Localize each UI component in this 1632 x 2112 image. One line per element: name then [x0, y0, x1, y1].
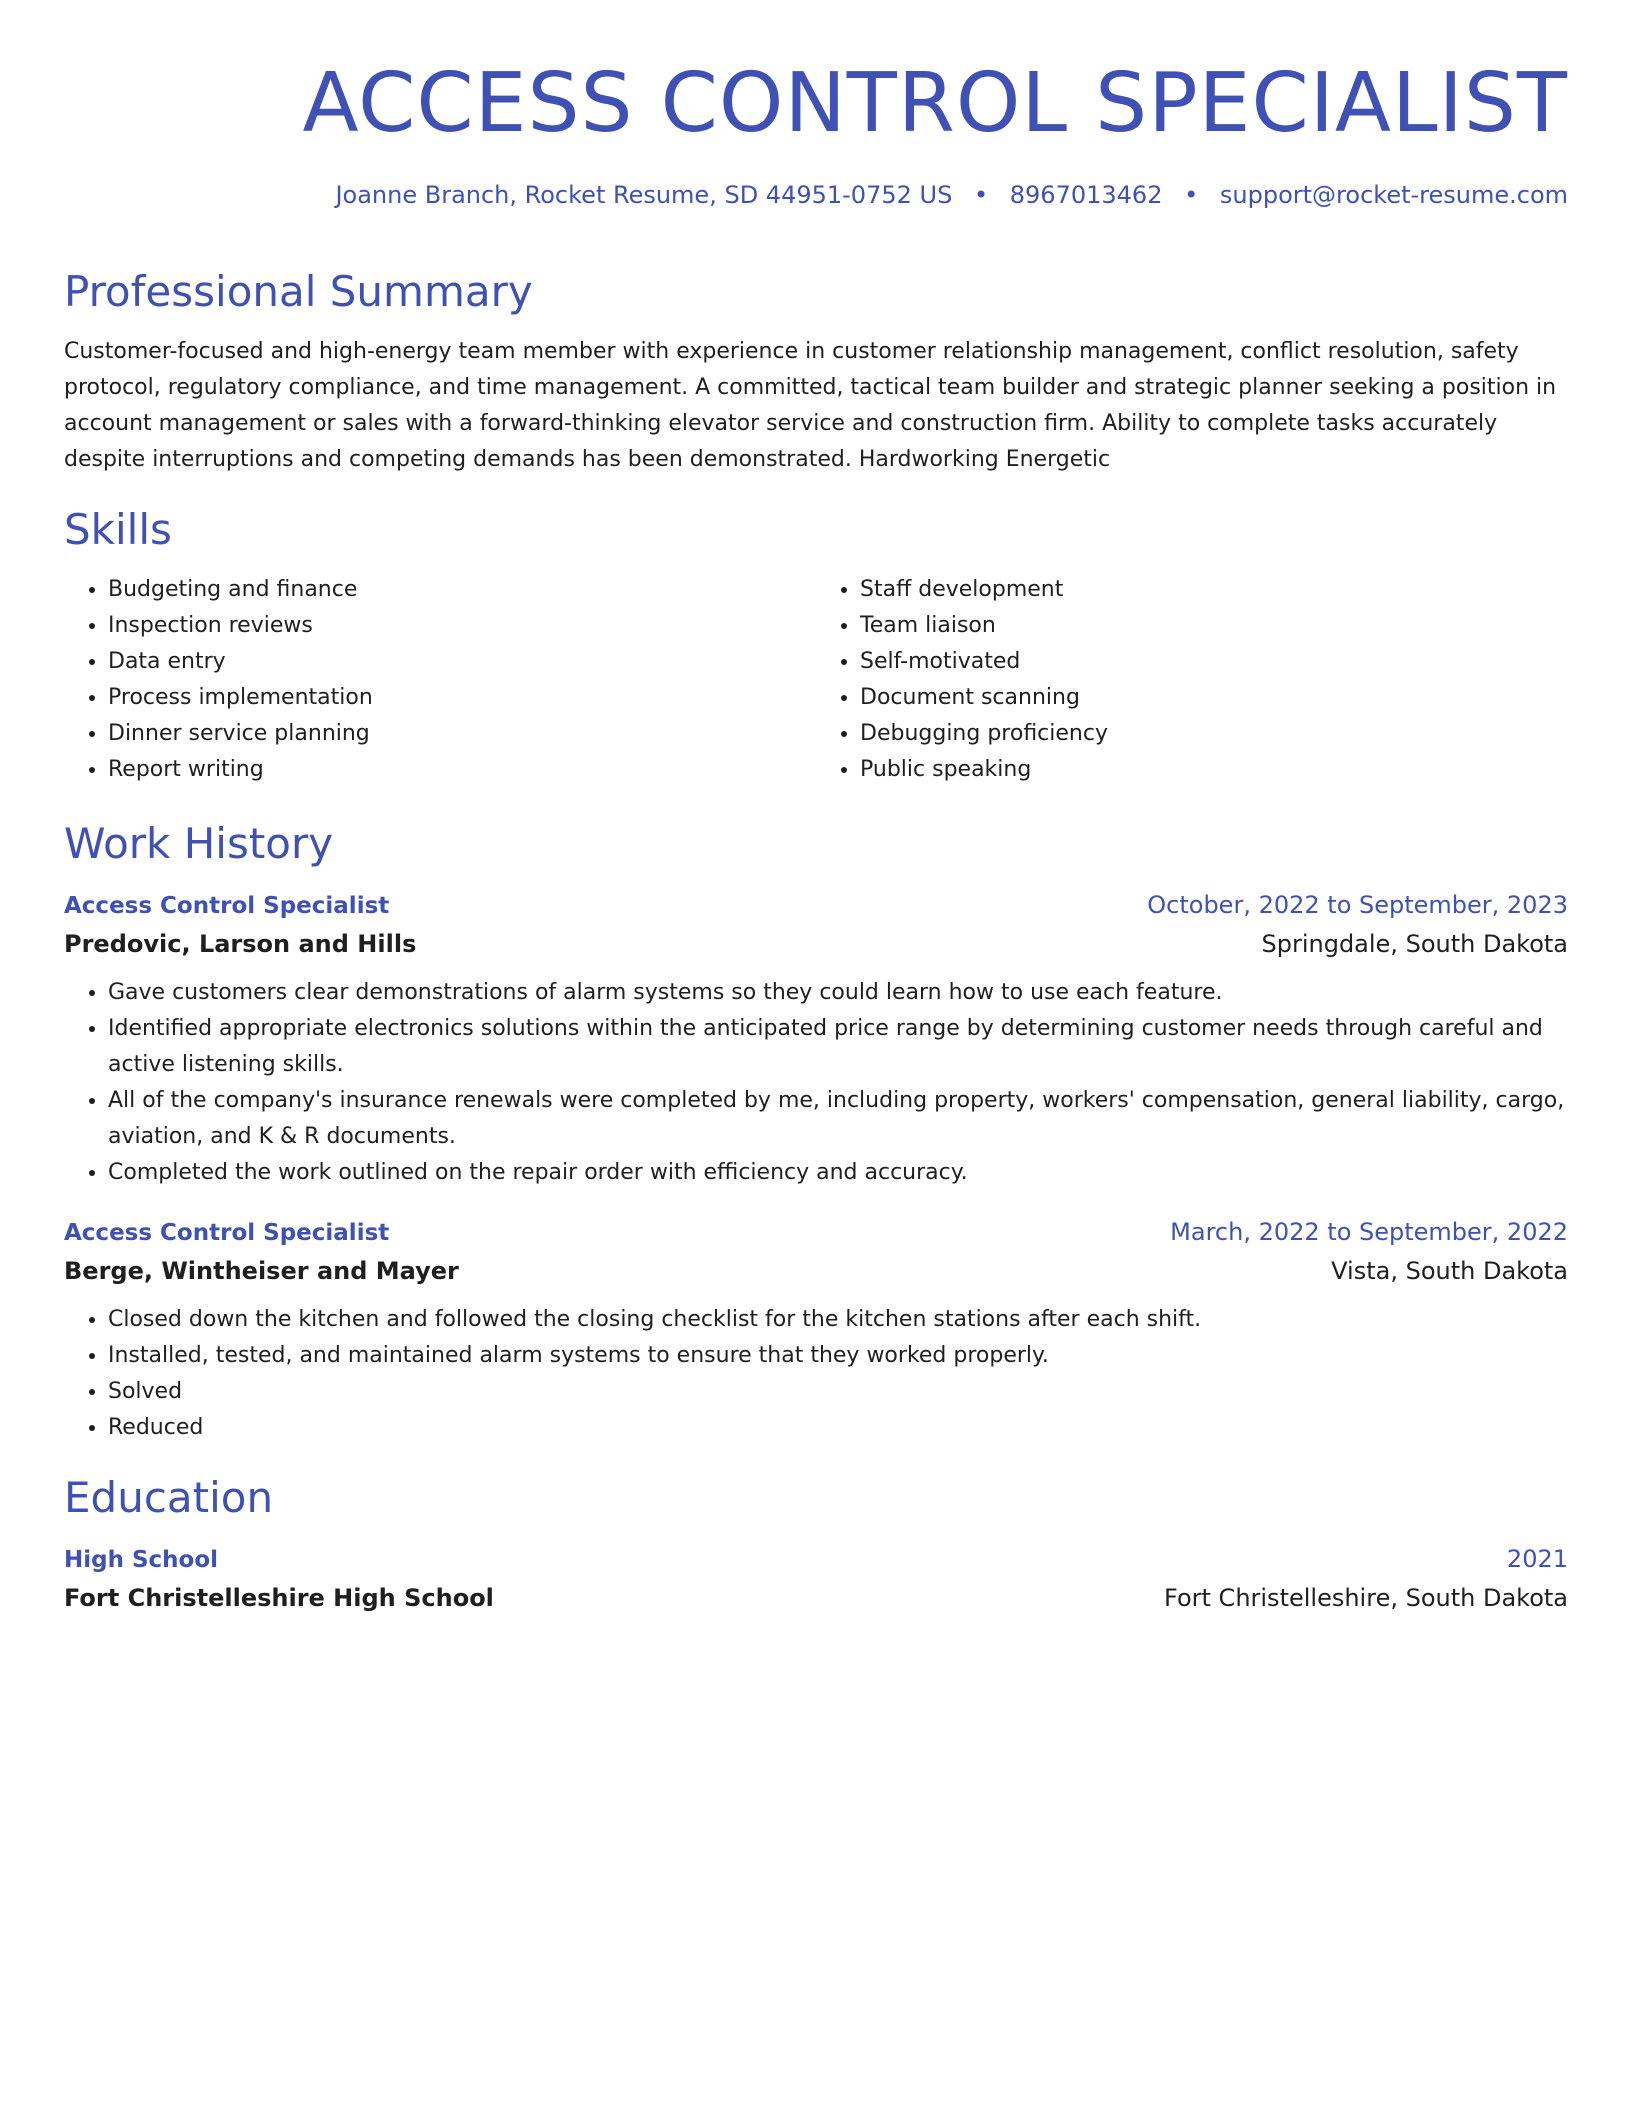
job-bullet: • Solved: [108, 1374, 1568, 1410]
education-section: [64, 1470, 1568, 1617]
skills-list-left: [64, 572, 816, 788]
skill-item: • Inspection reviews: [108, 608, 816, 644]
job-bullet: • All of the company's insurance renewals were completed by me, including property, workers' compensation, general liability, cargo, aviation, and K & R documents.: [108, 1083, 1568, 1155]
skills-list-right: [816, 572, 1568, 788]
work-history-heading: Work History: [64, 819, 334, 868]
contact-phone: 8967013462: [1009, 181, 1163, 209]
job-dates: March, 2022 to September, 2022: [1170, 1218, 1568, 1246]
skill-item: • Budgeting and finance: [108, 572, 816, 608]
contact-line: [64, 178, 1568, 212]
skill-item: • Dinner service planning: [108, 716, 816, 752]
summary-section: [64, 264, 1568, 478]
contact-separator: •: [1184, 181, 1199, 209]
contact-separator: •: [973, 181, 989, 209]
job-bullet: • Completed the work outlined on the repair order with efficiency and accuracy.: [108, 1155, 1568, 1191]
education-school: Fort Christelleshire High School: [64, 1584, 494, 1612]
skill-item: • Document scanning: [860, 680, 1568, 716]
job-role: Access Control Specialist: [64, 893, 390, 919]
job-company: Predovic, Larson and Hills: [64, 930, 417, 958]
education-entry: [64, 1540, 1568, 1617]
skills-heading: Skills: [64, 505, 172, 554]
skills-section: [64, 502, 1568, 788]
job-bullet: • Gave customers clear demonstrations of alarm systems so they could learn how to use each feature.: [108, 975, 1568, 1011]
education-school-row: [64, 1579, 1568, 1617]
skill-item: • Staff development: [860, 572, 1568, 608]
education-degree-row: [64, 1540, 1568, 1579]
job-bullet: • Identified appropriate electronics solutions within the anticipated price range by determining customer needs through careful and active listening skills.: [108, 1011, 1568, 1083]
job-role: Access Control Specialist: [64, 1220, 390, 1246]
job-bullets: [64, 1302, 1568, 1446]
education-location: Fort Christelleshire, South Dakota: [1164, 1584, 1568, 1612]
skill-item: • Report writing: [108, 752, 816, 788]
job-location: Springdale, South Dakota: [1261, 930, 1568, 958]
contact-address: Joanne Branch, Rocket Resume, SD 44951-0752 US: [335, 181, 953, 209]
education-year: 2021: [1506, 1545, 1568, 1573]
skill-item: • Process implementation: [108, 680, 816, 716]
job-title-row: [64, 886, 1568, 925]
skill-item: • Team liaison: [860, 608, 1568, 644]
skill-item: • Self-motivated: [860, 644, 1568, 680]
contact-email: support@rocket-resume.com: [1219, 181, 1568, 209]
job-location: Vista, South Dakota: [1331, 1257, 1568, 1285]
summary-heading: Professional Summary: [64, 267, 533, 316]
skill-item: • Public speaking: [860, 752, 1568, 788]
skill-item: • Debugging proficiency: [860, 716, 1568, 752]
job-company: Berge, Wintheiser and Mayer: [64, 1257, 459, 1285]
job-bullet: • Installed, tested, and maintained alarm systems to ensure that they worked properly.: [108, 1338, 1568, 1374]
skill-item: • Data entry: [108, 644, 816, 680]
work-history-section: [64, 816, 1568, 1446]
job-title-row: [64, 1213, 1568, 1252]
job-entry: [64, 1213, 1568, 1446]
resume-title: ACCESS CONTROL SPECIALIST: [302, 56, 1568, 151]
job-bullet: • Closed down the kitchen and followed the closing checklist for the kitchen stations after each shift.: [108, 1302, 1568, 1338]
job-company-row: [64, 1252, 1568, 1290]
education-heading: Education: [64, 1473, 274, 1522]
job-company-row: [64, 925, 1568, 963]
skills-grid: [64, 572, 1568, 788]
job-dates: October, 2022 to September, 2023: [1147, 891, 1568, 919]
summary-text: Customer-focused and high-energy team member with experience in customer relationship management, conflict resolution, safety protocol, regulatory compliance, and time management. A committed, tactical team builder and strategic planner seeking a position in account management or sales with a forward-thinking elevator service and construction firm. Ability to complete tasks accurately despite interruptions and competing demands has been demonstrated. Hardworking Energetic: [64, 339, 1557, 472]
education-degree: High School: [64, 1547, 219, 1573]
job-entry: [64, 886, 1568, 1191]
job-bullet: • Reduced: [108, 1410, 1568, 1446]
resume-header: [64, 52, 1568, 212]
job-bullets: [64, 975, 1568, 1191]
